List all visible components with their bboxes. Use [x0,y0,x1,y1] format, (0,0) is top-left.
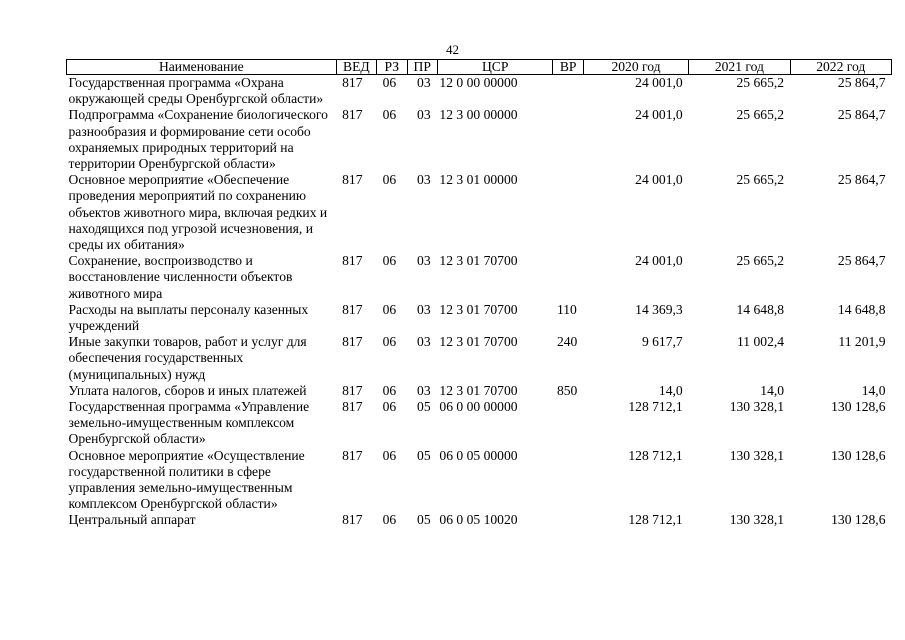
header-csr: ЦСР [437,60,553,75]
cell-pr: 05 [417,512,431,528]
cell-2021: 25 665,2 [736,75,785,90]
cell-csr: 12 3 00 00000 [439,107,518,123]
cell-ved: 817 [342,447,363,463]
cell-2021: 25 665,2 [736,107,785,123]
cell-rz: 06 [382,301,397,317]
cell-vr: 240 [556,334,578,350]
cell-2021: 14,0 [760,382,785,398]
cell-pr: 05 [417,447,431,463]
cell-rz: 06 [382,334,397,350]
cell-csr: 12 3 01 70700 [439,253,518,269]
cell-ved: 817 [342,301,363,317]
table-row [67,302,892,334]
cell-2021: 130 328,1 [729,399,785,415]
cell-2022: 14,0 [861,382,886,398]
cell-vr: 110 [556,301,577,317]
cell-2021: 130 328,1 [729,512,785,528]
cell-rz: 06 [382,447,397,463]
cell-rz: 06 [382,172,397,188]
cell-pr: 03 [417,382,431,398]
cell-2020: 24 001,0 [635,107,683,123]
header-2020: 2020 год [583,60,688,75]
cell-vr [553,512,583,528]
cell-2020: 24 001,0 [635,75,683,90]
cell-name: Уплата налогов, сборов и иных платежей [68,382,307,398]
cell-ved: 817 [342,172,363,188]
cell-2022: 25 864,7 [837,253,886,269]
cell-rz: 06 [382,75,397,90]
cell-vr: 850 [556,382,578,398]
cell-csr: 12 3 01 70700 [439,382,518,398]
header-name: Наименование [67,60,337,75]
cell-2021: 14 648,8 [736,301,785,317]
cell-pr: 03 [417,253,431,269]
table-row [67,512,892,528]
cell-name: Центральный аппарат [68,512,196,528]
cell-name: Основное мероприятие «Обеспечение проведения мероприятий по сохранению объектов животного мира, включая редких и находящихся под угрозой исчезновения, и среды их обитания» [68,172,328,253]
cell-ved: 817 [342,382,363,398]
cell-2020: 9 617,7 [641,334,683,350]
cell-csr: 12 3 01 70700 [439,301,518,317]
cell-2022: 11 201,9 [838,334,886,350]
cell-rz: 06 [382,253,397,269]
table-row [67,172,892,253]
cell-2022: 25 864,7 [837,172,886,188]
cell-2022: 25 864,7 [837,75,886,90]
cell-2021: 25 665,2 [736,253,785,269]
cell-vr [553,399,583,448]
cell-2020: 128 712,1 [628,399,683,415]
cell-2021: 11 002,4 [736,334,785,350]
header-2022: 2022 год [790,60,891,75]
cell-2020: 128 712,1 [628,447,683,463]
table-row [67,399,892,448]
table-row [67,334,892,383]
cell-ved: 817 [342,399,363,415]
cell-name: Расходы на выплаты персоналу казенных учреждений [68,301,309,334]
header-vr: ВР [553,60,583,75]
cell-2021: 130 328,1 [729,447,785,463]
cell-pr: 03 [417,75,431,90]
header-ved: ВЕД [336,60,377,75]
cell-name: Государственная программа «Управление земельно-имущественным комплексом Оренбургской области» [68,399,310,447]
cell-2022: 25 864,7 [837,107,886,123]
cell-name: Подпрограмма «Сохранение биологического разнообразия и формирование сети особо охраняемых природных территорий на территории Оренбургской области» [68,107,328,172]
budget-table [66,59,892,529]
cell-name: Иные закупки товаров, работ и услуг для обеспечения государственных (муниципальных) нужд [68,334,307,382]
cell-csr: 12 3 01 00000 [439,172,518,188]
cell-2020: 128 712,1 [628,512,683,528]
cell-2022: 130 128,6 [831,447,886,463]
cell-name: Сохранение, воспроизводство и восстановление численности объектов животного мира [68,253,293,301]
cell-2020: 14,0 [658,382,683,398]
header-rz: РЗ [377,60,407,75]
cell-ved: 817 [342,107,363,123]
cell-csr: 06 0 05 10020 [439,512,518,528]
cell-2022: 14 648,8 [837,301,886,317]
table-row [67,253,892,302]
cell-rz: 06 [382,512,397,528]
cell-rz: 06 [382,382,397,398]
cell-csr: 12 3 01 70700 [439,334,518,350]
cell-pr: 05 [417,399,431,415]
cell-ved: 817 [342,334,363,350]
cell-rz: 06 [382,107,397,123]
cell-vr [553,107,583,172]
table-header-row [67,60,892,75]
page-number: 42 [446,42,459,57]
cell-csr: 06 0 05 00000 [439,447,518,463]
cell-ved: 817 [342,253,363,269]
cell-name: Основное мероприятие «Осуществление государственной политики в сфере управления земельно-имущественным комплексом Оренбургской области» [68,447,305,512]
cell-rz: 06 [382,399,397,415]
cell-csr: 12 0 00 00000 [439,75,518,90]
cell-ved: 817 [342,75,363,90]
cell-pr: 03 [417,107,431,123]
cell-vr [553,172,583,253]
cell-2020: 24 001,0 [635,253,683,269]
cell-name: Государственная программа «Охрана окружающей среды Оренбургской области» [68,75,324,107]
header-pr: ПР [407,60,437,75]
table-row [67,75,892,108]
cell-pr: 03 [417,301,431,317]
cell-2022: 130 128,6 [831,399,886,415]
cell-vr [553,253,583,302]
table-body [67,75,892,529]
cell-csr: 06 0 00 00000 [439,399,518,415]
cell-vr [553,75,583,108]
table-row [67,448,892,513]
cell-pr: 03 [417,334,431,350]
cell-pr: 03 [417,172,431,188]
table-row [67,383,892,399]
cell-2020: 14 369,3 [635,301,683,317]
cell-ved: 817 [342,512,363,528]
cell-2020: 24 001,0 [635,172,683,188]
table-row [67,107,892,172]
header-2021: 2021 год [689,60,790,75]
cell-2022: 130 128,6 [831,512,886,528]
cell-vr [553,448,583,513]
cell-2021: 25 665,2 [736,172,785,188]
